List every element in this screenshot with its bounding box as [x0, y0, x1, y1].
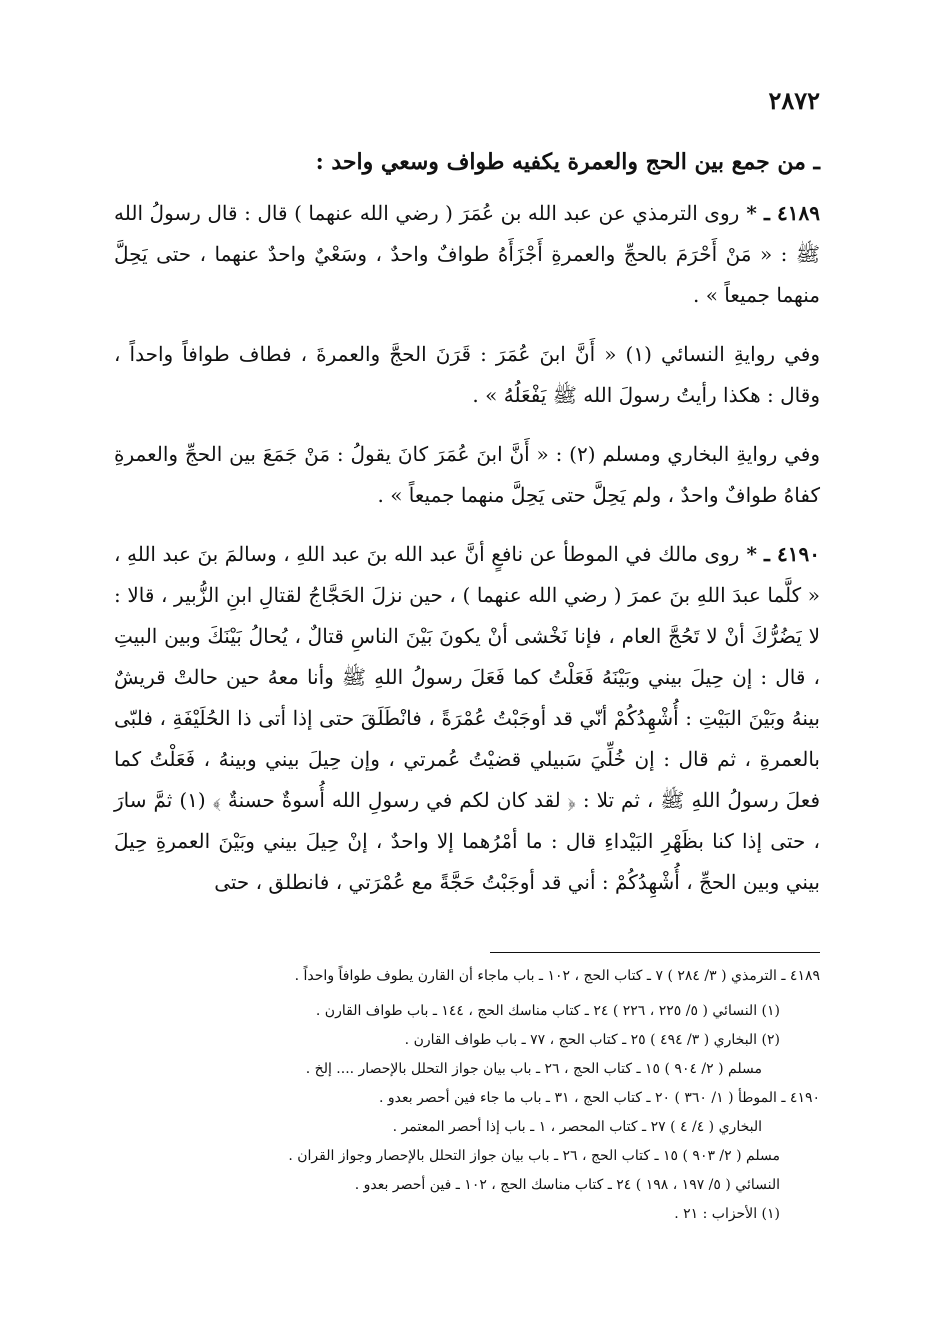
narration-paragraph — [114, 434, 820, 516]
main-text — [114, 142, 820, 921]
hadith-paragraph — [114, 193, 820, 316]
narration-paragraph — [114, 334, 820, 416]
footnote: (٢) البخاري ( ٣/ ٤٩٤ ) ٢٥ ـ كتاب الحج ، ٧٧ ـ باب طواف القارن . — [404, 1032, 780, 1048]
footnote: (١) النسائي ( ٥/ ٢٢٥ ، ٢٢٦ ) ٢٤ ـ كتاب مناسك الحج ، ١٤٤ ـ باب طواف القارن . — [315, 1003, 780, 1019]
hadith-text: روى الترمذي عن عبد الله بن عُمَرَ ( رضي الله عنهما ) قال : قال رسولُ الله ﷺ : « مَنْ أَحْرَمَ بالحجِّ والعمرةِ أَجْزَأَهُ طوافٌ واحدٌ ، وسَعْيٌ واحدٌ عنهما ، حتى يَحِلَّ منهما جميعاً » . — [114, 201, 820, 307]
footnote: النسائي ( ٥/ ١٩٧ ، ١٩٨ ) ٢٤ ـ كتاب مناسك الحج ، ١٠٢ ـ فين أحصر بعدو . — [354, 1177, 780, 1193]
footnote: مسلم ( ٢/ ٩٠٣ ) ١٥ ـ كتاب الحج ، ٢٦ ـ باب بيان جواز التحلل بالإحصار وجواز القران . — [288, 1148, 780, 1164]
footnote: ٤١٨٩ ـ الترمذي ( ٣/ ٢٨٤ ) ٧ ـ كتاب الحج ، ١٠٢ ـ باب ماجاء أن القارن يطوف طوافاً واحداً . — [294, 968, 820, 984]
footnote-separator — [490, 952, 820, 953]
section-heading: ـ من جمع بين الحج والعمرة يكفيه طواف وسعي واحد : — [315, 149, 820, 175]
hadith-number: ٤١٨٩ ـ * — [739, 201, 820, 225]
footnote: البخاري ( ٤/ ٤ ) ٢٧ ـ كتاب المحصر ، ١ ـ باب إذا أحصر المعتمر . — [392, 1119, 762, 1135]
hadith-paragraph — [114, 534, 820, 903]
footnote: ٤١٩٠ ـ الموطأ ( ١/ ٣٦٠ ) ٢٠ ـ كتاب الحج ، ٣١ ـ باب ما جاء فين أحصر بعدو . — [378, 1090, 820, 1106]
footnote: (١) الأحزاب : ٢١ . — [674, 1206, 780, 1222]
footnote: مسلم ( ٢/ ٩٠٤ ) ١٥ ـ كتاب الحج ، ٢٦ ـ باب بيان جواز التحلل بالإحصار .... إلخ . — [305, 1061, 762, 1077]
narration-text: وفي روايةِ البخاري ومسلم (٢) : « أَنَّ ابنَ عُمَرَ كانَ يقولُ : مَنْ جَمَعَ بين الحجِّ والعمرةِ كفاهُ طوافٌ واحدٌ ، ولم يَحِلَّ حتى يَحِلَّ منهما جميعاً » . — [114, 442, 820, 507]
narration-text: وفي روايةِ النسائي (١) « أَنَّ ابنَ عُمَرَ : قَرَنَ الحجَّ والعمرةَ ، فطاف طوافاً واحداً ، وقال : هكذا رأيتُ رسولَ الله ﷺ يَفْعَلُهُ » . — [114, 342, 820, 407]
page-number: ٢٨٧٢ — [768, 86, 820, 115]
hadith-text: روى مالك في الموطأ عن نافعٍ أنَّ عبد الله بنَ عبد اللهِ ، وسالمَ بنَ عبد اللهِ ، « كلَّما عبدَ اللهِ بنَ عمرَ ( رضي الله عنهما ) ، حين نزلَ الحَجَّاجُ لقتالِ ابنِ الزُّبير ، قالا : لا يَضُرُّكَ أنْ لا تَحُجَّ العام ، فإنا نَخْشى أنْ يكونَ بَيْنَ الناسِ قتالٌ ، يُحالُ بَيْنَكَ وبين البيتِ ، قال : إن حِيلَ بيني وبَيْنَهُ فَعَلْتُ كما فَعَلَ رسولُ اللهِ ﷺ وأنا معهُ حين حالتْ قريشٌ بينهُ وبَيْنَ البَيْتِ : أُشْهِدُكُمْ أنّي قد أوجَبْتُ عُمْرَةً ، فانْطَلَقَ حتى إذا أتى ذا الحُلَيْفَةِ ، فلبّى بالعمرةِ ، ثم قال : إن خُلِّيَ سَبيلي قضيْتُ عُمرتي ، وإن حِيلَ بيني وبينهُ ، فَعَلْتُ كما فعلَ رسولُ اللهِ ﷺ ، ثم تلا : ﴿ لقد كان لكم في رسولِ الله أُسوةٌ حسنةٌ ﴾ (١) ثمَّ سارَ ، حتى إذا كنا بظَهْرِ البَيْداءِ قال : ما أمْرُهما إلا واحدٌ ، إنْ حِيلَ بيني وبَيْنَ العمرةِ حِيلَ بيني وبين الحجِّ ، أُشْهِدُكُمْ : أني قد أوجَبْتُ حَجَّةً مع عُمْرَتي ، فانطلق ، حتى — [114, 542, 821, 894]
hadith-number: ٤١٩٠ ـ * — [739, 542, 820, 566]
footnotes — [114, 962, 820, 1229]
